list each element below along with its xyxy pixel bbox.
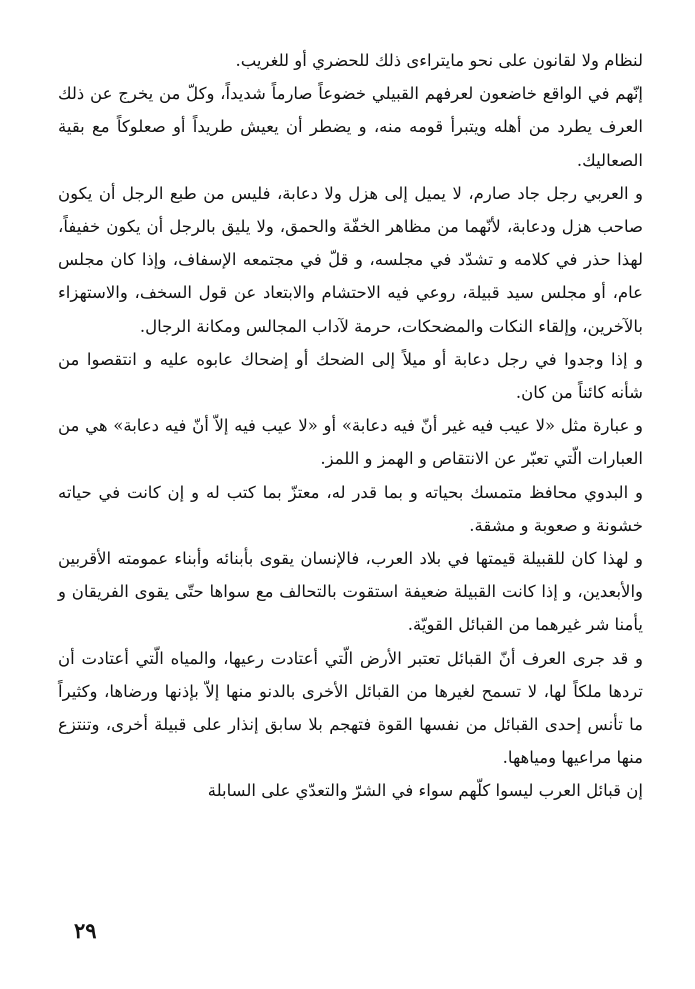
paragraph-7: و لهذا كان للقبيلة قيمتها في بلاد العرب، فالإنسان يقوى بأبنائه وأبناء عمومته الأقربين والأبعدين، و إذا كانت القبيلة ضعيفة استقوت بالتحالف مع سواها حتّى يقوى الفريقان و يأمنا شر غيرهما من القبائل القويّة. bbox=[58, 549, 643, 635]
paragraph-8: و قد جرى العرف أنّ القبائل تعتبر الأرض الّتي أعتادت رعيها، والمياه الّتي أعتادت أن تردها ملكاً لها، لا تسمح لغيرها من القبائل الأخرى بالدنو منها إلاّ بإذنها ورضاها، وكثيراً ما تأنس إحدى القبائل من نفسها القوة فتهجم بلا سابق إنذار على قبيلة أخرى، وتنتزع منها مراعيها ومياهها. bbox=[58, 648, 643, 768]
paragraph-5: و عبارة مثل «لا عيب فيه غير أنّ فيه دعابة» أو «لا عيب فيه إلاّ أنّ فيه دعابة» هي من العبارات الّتي تعبّر عن الانتقاص و الهمز و اللمز. bbox=[58, 416, 643, 469]
page-body bbox=[58, 44, 643, 808]
paragraph-6: و البدوي محافظ متمسك بحياته و بما قدر له، معتزّ بما كتب له و إن كانت في حياته خشونة و صعوبة و مشقة. bbox=[58, 482, 643, 535]
paragraph-1: لنظام ولا لقانون على نحو مايتراءى ذلك للحضري أو للغريب. bbox=[235, 51, 643, 70]
paragraph-9: إن قبائل العرب ليسوا كلّهم سواء في الشرّ والتعدّي على السابلة bbox=[207, 781, 643, 801]
page-number: ٢٩ bbox=[74, 918, 97, 943]
paragraph-4: و إذا وجدوا في رجل دعابة أو ميلاً إلى الضحك أو إضحاك عابوه عليه و انتقصوا من شأنه كائناً من كان. bbox=[58, 349, 643, 403]
paragraph-3: و العربي رجل جاد صارم، لا يميل إلى هزل ولا دعابة، فليس من طبع الرجل أن يكون صاحب هزل ودعابة، لأنّهما من مظاهر الخفّة والحمق، ولا يليق بالرجل أن يكون خفيفاً، لهذا حذر في كلامه و تشدّد في مجلسه، و قلّ في مجتمعه الإسفاف، وإذا كان مجلس عام، أو مجلس سيد قبيلة، روعي فيه الاحتشام والابتعاد عن قول السخف، والاستهزاء بالآخرين، وإلقاء النكات والمضحكات، حرمة لآداب المجالس ومكانة الرجال. bbox=[58, 183, 643, 336]
paragraph-2: إنّهم في الواقع خاضعون لعرفهم القبيلي خضوعاً صارماً شديداً، وكلّ من يخرج عن ذلك العرف يطرد من أهله ويتبرأ قومه منه، و يضطر أن يعيش طريداً أو صعلوكاً مع بقية الصعاليك. bbox=[58, 84, 643, 170]
